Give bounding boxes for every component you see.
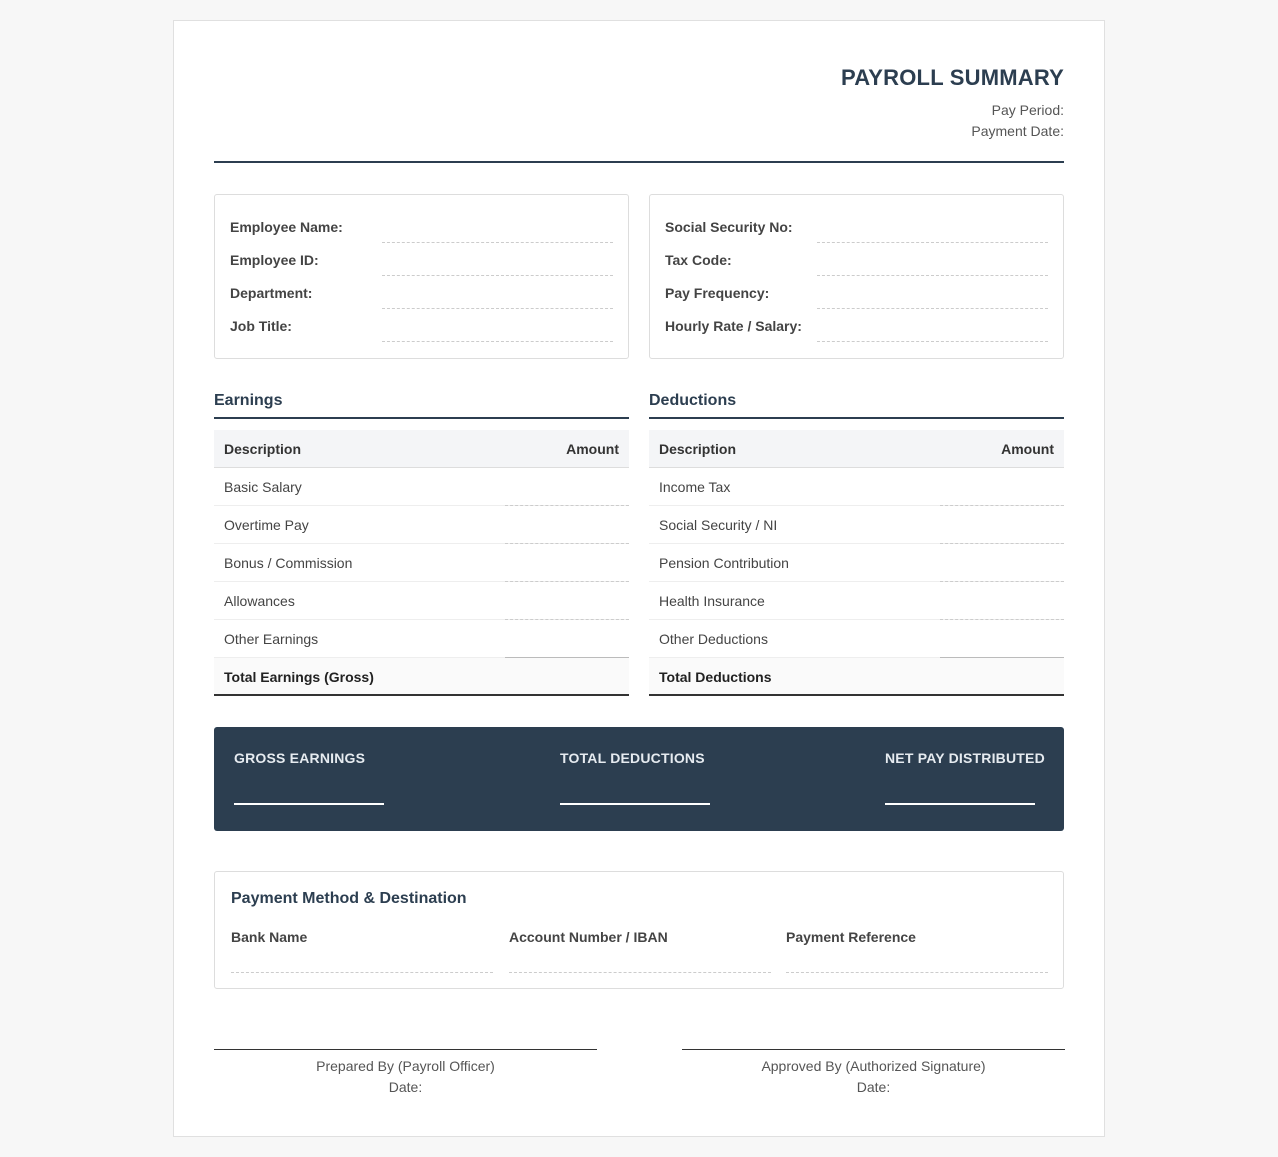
earnings-row-label: Other Earnings [224,631,319,647]
earnings-col-amount: Amount [566,441,619,457]
department-label: Department: [230,285,313,301]
ssn-label: Social Security No: [665,219,793,235]
document-title: PAYROLL SUMMARY [840,65,1064,90]
deductions-row-label: Health Insurance [659,593,765,609]
rate-label: Hourly Rate / Salary: [665,318,802,334]
prepared-by-label: Prepared By (Payroll Officer) [316,1058,495,1074]
earnings-row-label: Bonus / Commission [224,555,353,571]
net-pay-field[interactable] [885,803,1035,805]
earnings-section [214,391,629,696]
job-title-label: Job Title: [230,318,292,334]
table-row [214,506,629,544]
deductions-header-row [649,430,1064,468]
deductions-col-amount: Amount [1001,441,1054,457]
approved-by-label: Approved By (Authorized Signature) [761,1058,986,1074]
payment-date-label: Payment Date: [971,123,1064,139]
gross-earnings-field[interactable] [234,803,384,805]
earnings-table [214,430,629,696]
table-row [214,620,629,658]
approved-signature-line[interactable] [682,1049,1065,1050]
table-row [649,544,1064,582]
pay-frequency-row [665,261,1048,301]
prepared-signature-caption [214,1056,597,1098]
prepared-by-signature [214,1049,597,1098]
employee-name-label: Employee Name: [230,219,343,235]
deductions-row-label: Social Security / NI [659,517,778,533]
pay-frequency-label: Pay Frequency: [665,285,770,301]
total-deductions-label: TOTAL DEDUCTIONS [560,750,705,766]
payroll-document [173,20,1105,1137]
table-row [214,582,629,620]
job-title-row [230,294,613,334]
net-pay-label: NET PAY DISTRIBUTED [885,750,1045,766]
tax-code-row [665,228,1048,268]
department-row [230,261,613,301]
payment-reference-field[interactable] [786,972,1048,973]
employee-name-row [230,195,613,235]
deductions-title: Deductions [649,391,1064,419]
rate-row [665,294,1048,334]
rate-field[interactable] [817,341,1048,342]
deductions-total-row [649,658,1064,696]
payment-method-title: Payment Method & Destination [231,890,467,907]
prepared-signature-line[interactable] [214,1049,597,1050]
approved-signature-caption [682,1056,1065,1098]
deductions-section [649,391,1064,696]
deductions-col-description: Description [659,441,737,457]
deductions-total-label: Total Deductions [659,669,772,685]
earnings-header-row [214,430,629,468]
bank-name-column [231,872,493,990]
account-number-field[interactable] [509,972,771,973]
deductions-row-label: Pension Contribution [659,555,789,571]
employee-info-box [214,194,629,359]
pay-period-label: Pay Period: [991,102,1064,118]
earnings-total-row [214,658,629,696]
employee-id-row [230,228,613,268]
deductions-table [649,430,1064,696]
bank-name-label: Bank Name [231,929,308,945]
pay-summary-band [214,727,1064,831]
approved-date-label: Date: [856,1079,891,1095]
table-row [649,506,1064,544]
approved-by-signature [682,1049,1065,1098]
bank-name-field[interactable] [231,972,493,973]
total-deductions-field[interactable] [560,803,710,805]
earnings-row-label: Allowances [224,593,295,609]
earnings-col-description: Description [224,441,302,457]
deductions-row-label: Other Deductions [659,631,768,647]
table-row [649,620,1064,658]
ssn-row [665,195,1048,235]
payment-reference-column [786,872,1048,990]
job-title-field[interactable] [382,341,613,342]
table-row [649,582,1064,620]
deductions-row-label: Income Tax [659,479,731,495]
earnings-total-label: Total Earnings (Gross) [224,669,374,685]
payment-reference-label: Payment Reference [786,929,916,945]
gross-earnings-label: GROSS EARNINGS [234,750,366,766]
table-row [214,544,629,582]
table-row [649,468,1064,506]
header-divider [214,161,1064,163]
prepared-date-label: Date: [388,1079,423,1095]
earnings-title: Earnings [214,391,629,419]
account-number-label: Account Number / IBAN [509,929,668,945]
earnings-row-label: Overtime Pay [224,517,309,533]
account-number-column [509,872,771,990]
earnings-row-label: Basic Salary [224,479,302,495]
tax-code-label: Tax Code: [665,252,732,268]
payment-method-box [214,871,1064,989]
tax-info-box [649,194,1064,359]
employee-id-label: Employee ID: [230,252,319,268]
table-row [214,468,629,506]
